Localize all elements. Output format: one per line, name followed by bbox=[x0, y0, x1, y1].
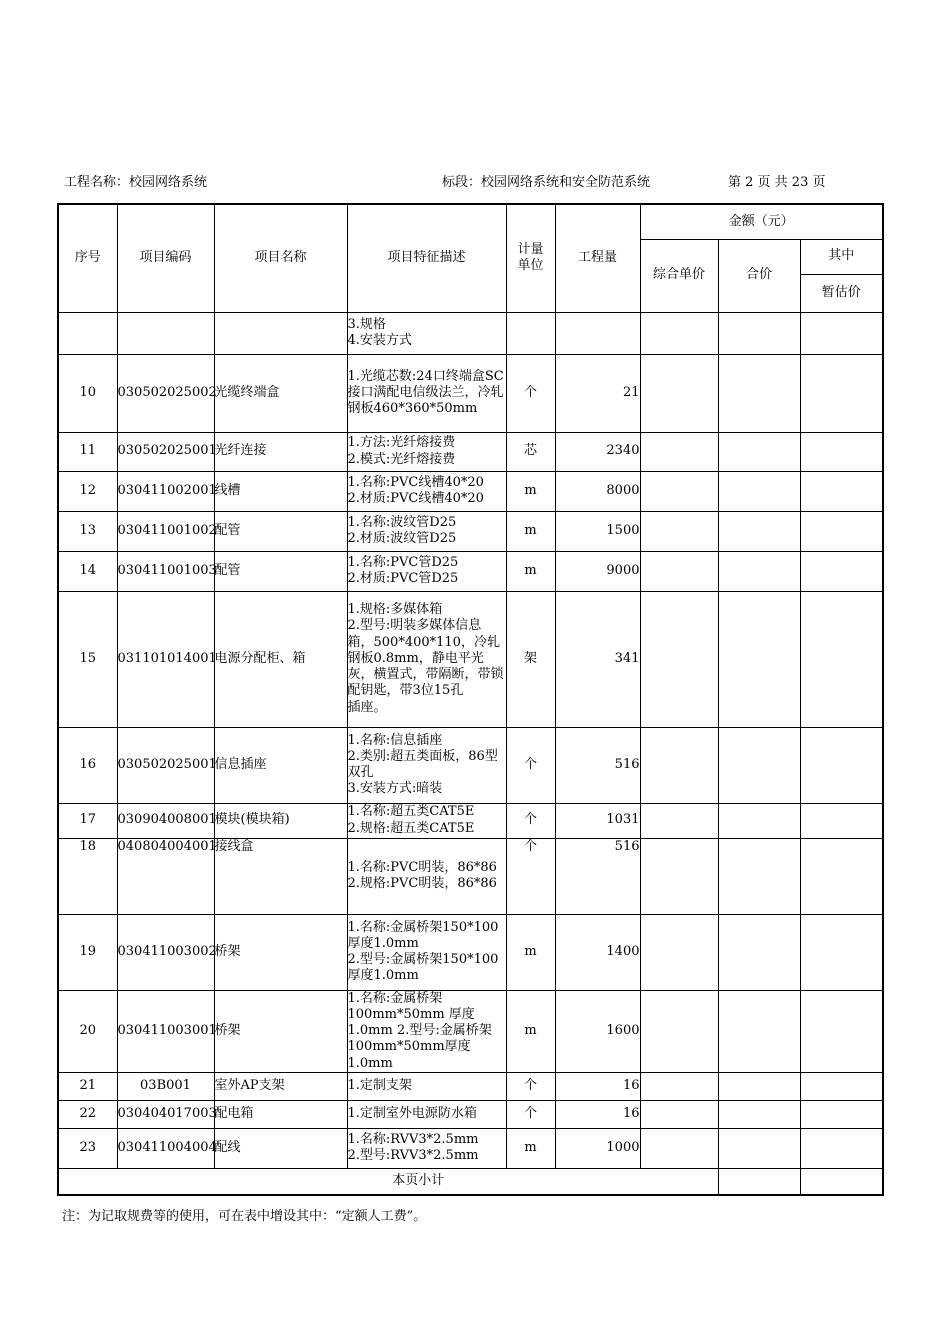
cell-qty: 16 bbox=[555, 1100, 640, 1128]
desc-line: 2.类别:超五类面板，86型双孔 bbox=[347, 748, 498, 780]
desc-line: 插座。 bbox=[347, 699, 387, 715]
desc-line: 2.材质:波纹管D25 bbox=[347, 531, 457, 546]
cell-unit-price bbox=[640, 551, 718, 591]
cell-name bbox=[214, 312, 347, 354]
cell-name: 模块(模块箱) bbox=[214, 803, 347, 838]
cell-qty: 516 bbox=[555, 838, 640, 914]
col-desc-header: 项目特征描述 bbox=[347, 204, 506, 312]
cell-provisional bbox=[800, 471, 883, 511]
cell-provisional bbox=[800, 591, 883, 727]
cell-name: 光纤连接 bbox=[214, 432, 347, 471]
col-qty-header: 工程量 bbox=[555, 204, 640, 312]
cell-unit-price bbox=[640, 914, 718, 990]
cell-provisional bbox=[800, 727, 883, 803]
cell-seq: 17 bbox=[58, 803, 117, 838]
cell-code: 030502025002 bbox=[117, 354, 214, 432]
cell-total bbox=[718, 432, 800, 471]
cell-provisional bbox=[800, 914, 883, 990]
cell-qty: 2340 bbox=[555, 432, 640, 471]
desc-line: 4.安装方式 bbox=[347, 333, 412, 348]
desc-line: 1.规格:多媒体箱 bbox=[347, 602, 443, 618]
cell-desc bbox=[347, 551, 506, 591]
col-provisional-header: 暂估价 bbox=[800, 274, 883, 312]
cell-unit: m bbox=[506, 990, 555, 1072]
cell-desc bbox=[347, 803, 506, 838]
cell-name: 线槽 bbox=[214, 471, 347, 511]
cell-total bbox=[718, 990, 800, 1072]
col-unit-price-header: 综合单价 bbox=[640, 239, 718, 312]
cell-name: 桥架 bbox=[214, 914, 347, 990]
desc-line: 2.规格:超五类CAT5E bbox=[347, 820, 475, 836]
cell-seq: 13 bbox=[58, 511, 117, 551]
cell-provisional bbox=[800, 1072, 883, 1100]
cell-qty: 1400 bbox=[555, 914, 640, 990]
cell-unit-price bbox=[640, 511, 718, 551]
cell-total bbox=[718, 471, 800, 511]
col-code-header: 项目编码 bbox=[117, 204, 214, 312]
cell-name: 配管 bbox=[214, 551, 347, 591]
cell-seq: 20 bbox=[58, 990, 117, 1072]
cell-unit-price bbox=[640, 1072, 718, 1100]
cell-unit: 个 bbox=[506, 1072, 555, 1100]
cell-desc bbox=[347, 838, 506, 914]
table-row bbox=[58, 354, 883, 432]
table-row bbox=[58, 727, 883, 803]
table-row bbox=[58, 432, 883, 471]
cell-unit: m bbox=[506, 471, 555, 511]
cell-unit-price bbox=[640, 471, 718, 511]
cell-code: 030411001003 bbox=[117, 551, 214, 591]
cell-provisional bbox=[800, 312, 883, 354]
cell-code bbox=[117, 312, 214, 354]
cell-desc bbox=[347, 1072, 506, 1100]
cell-qty: 16 bbox=[555, 1072, 640, 1100]
cell-name: 接线盒 bbox=[214, 838, 347, 914]
cell-code: 03B001 bbox=[117, 1072, 214, 1100]
desc-line: 1.名称:PVC线槽40*20 bbox=[347, 474, 484, 490]
cell-name: 信息插座 bbox=[214, 727, 347, 803]
cell-provisional bbox=[800, 354, 883, 432]
cell-unit: 个 bbox=[506, 838, 555, 914]
cell-desc bbox=[347, 312, 506, 354]
cell-name: 配线 bbox=[214, 1128, 347, 1168]
cell-total bbox=[718, 914, 800, 990]
cell-desc bbox=[347, 1128, 506, 1168]
cell-qty bbox=[555, 312, 640, 354]
cell-code: 030404017003 bbox=[117, 1100, 214, 1128]
cell-seq: 10 bbox=[58, 354, 117, 432]
desc-line: 1.名称:金属桥架150*100 厚度1.0mm bbox=[347, 919, 499, 951]
col-name-header: 项目名称 bbox=[214, 204, 347, 312]
subtotal-row bbox=[58, 1168, 883, 1195]
cell-seq: 22 bbox=[58, 1100, 117, 1128]
desc-line: 2.材质:PVC线槽40*20 bbox=[347, 491, 484, 506]
cell-total bbox=[718, 354, 800, 432]
cell-seq: 23 bbox=[58, 1128, 117, 1168]
cell-unit: 个 bbox=[506, 727, 555, 803]
cell-unit-price bbox=[640, 803, 718, 838]
cell-provisional bbox=[800, 1128, 883, 1168]
subtotal-provisional bbox=[800, 1168, 883, 1195]
col-unit-header: 计量单位 bbox=[506, 204, 555, 312]
cell-qty: 9000 bbox=[555, 551, 640, 591]
cell-provisional bbox=[800, 511, 883, 551]
cell-unit: 个 bbox=[506, 354, 555, 432]
cell-unit-price bbox=[640, 312, 718, 354]
cell-code: 040804004001 bbox=[117, 838, 214, 914]
cell-unit-price bbox=[640, 990, 718, 1072]
desc-line: 1.定制室外电源防水箱 bbox=[347, 1106, 477, 1122]
page-number: 第 2 页 共 23 页 bbox=[728, 175, 826, 190]
desc-line: 2.型号:金属桥架150*100 厚度1.0mm bbox=[347, 952, 499, 984]
cell-provisional bbox=[800, 838, 883, 914]
cell-code: 031101014001 bbox=[117, 591, 214, 727]
cell-provisional bbox=[800, 432, 883, 471]
cell-total bbox=[718, 1072, 800, 1100]
cell-unit: 个 bbox=[506, 1100, 555, 1128]
table-row bbox=[58, 591, 883, 727]
table-body bbox=[58, 312, 883, 1195]
cell-seq: 19 bbox=[58, 914, 117, 990]
desc-line: 1.名称:波纹管D25 bbox=[347, 514, 457, 530]
cell-code: 030502025001 bbox=[117, 432, 214, 471]
cell-seq: 11 bbox=[58, 432, 117, 471]
cell-total bbox=[718, 591, 800, 727]
desc-line: 2.型号:明装多媒体信息箱，500*400*110，冷轧钢板0.8mm，静电平光灰，横置式，带隔断，带锁配钥匙，带3位15孔 bbox=[347, 618, 504, 699]
cell-unit: m bbox=[506, 1128, 555, 1168]
cell-desc bbox=[347, 914, 506, 990]
desc-line: 2.规格:PVC明装，86*86 bbox=[347, 876, 497, 891]
cell-unit: 芯 bbox=[506, 432, 555, 471]
cell-unit-price bbox=[640, 838, 718, 914]
desc-line: 1.名称:PVC明装，86*86 bbox=[347, 859, 497, 875]
table-row bbox=[58, 551, 883, 591]
col-amount-header: 金额（元） bbox=[640, 204, 883, 239]
cell-seq: 14 bbox=[58, 551, 117, 591]
cell-name: 配管 bbox=[214, 511, 347, 551]
cell-seq: 12 bbox=[58, 471, 117, 511]
cell-code: 030411001002 bbox=[117, 511, 214, 551]
subtotal-total bbox=[718, 1168, 800, 1195]
table-row bbox=[58, 312, 883, 354]
cell-qty: 21 bbox=[555, 354, 640, 432]
table-row bbox=[58, 990, 883, 1072]
cell-qty: 1600 bbox=[555, 990, 640, 1072]
project-name: 工程名称：校园网络系统 bbox=[64, 175, 208, 190]
table-row bbox=[58, 838, 883, 914]
cell-unit-price bbox=[640, 354, 718, 432]
cell-desc bbox=[347, 1100, 506, 1128]
cell-code: 030904008001 bbox=[117, 803, 214, 838]
table-row bbox=[58, 803, 883, 838]
table-row bbox=[58, 511, 883, 551]
cell-total bbox=[718, 511, 800, 551]
cell-qty: 341 bbox=[555, 591, 640, 727]
desc-line: 1.定制支架 bbox=[347, 1078, 412, 1094]
cell-total bbox=[718, 551, 800, 591]
cell-unit: m bbox=[506, 551, 555, 591]
desc-line: 3.规格 bbox=[347, 316, 386, 332]
cell-total bbox=[718, 1128, 800, 1168]
col-total-header: 合价 bbox=[718, 239, 800, 312]
cell-provisional bbox=[800, 990, 883, 1072]
cell-desc bbox=[347, 591, 506, 727]
table-row bbox=[58, 1100, 883, 1128]
cell-desc bbox=[347, 990, 506, 1072]
cell-desc bbox=[347, 471, 506, 511]
desc-line: 1.名称:信息插座 bbox=[347, 732, 443, 748]
desc-line: 1.方法:光纤熔接费 bbox=[347, 435, 456, 451]
cell-name: 光缆终端盒 bbox=[214, 354, 347, 432]
cell-total bbox=[718, 312, 800, 354]
cell-qty: 1500 bbox=[555, 511, 640, 551]
cell-unit: 个 bbox=[506, 803, 555, 838]
col-of-which-header: 其中 bbox=[800, 239, 883, 274]
cell-desc bbox=[347, 511, 506, 551]
section-name: 标段：校园网络系统和安全防范系统 bbox=[442, 175, 651, 190]
cell-provisional bbox=[800, 551, 883, 591]
col-seq-header: 序号 bbox=[58, 204, 117, 312]
cell-unit: m bbox=[506, 914, 555, 990]
cell-unit bbox=[506, 312, 555, 354]
desc-line: 1.名称:超五类CAT5E bbox=[347, 804, 475, 820]
desc-line: 2.型号:RVV3*2.5mm bbox=[347, 1148, 479, 1164]
cell-total bbox=[718, 838, 800, 914]
desc-line: 1.名称:金属桥架100mm*50mm 厚度1.0mm 2.型号:金属桥架100mm*50mm厚度1.0mm bbox=[347, 990, 492, 1071]
cell-qty: 8000 bbox=[555, 471, 640, 511]
desc-line: 1.名称:RVV3*2.5mm bbox=[347, 1132, 479, 1147]
cell-name: 配电箱 bbox=[214, 1100, 347, 1128]
cell-name: 桥架 bbox=[214, 990, 347, 1072]
cell-desc bbox=[347, 727, 506, 803]
desc-line: 2.材质:PVC管D25 bbox=[347, 571, 459, 586]
cell-unit-price bbox=[640, 1128, 718, 1168]
bill-of-quantities-table bbox=[57, 203, 884, 1196]
cell-desc bbox=[347, 432, 506, 471]
footnote: 注：为记取规费等的使用，可在表中增设其中：“定额人工费”。 bbox=[62, 1209, 427, 1224]
cell-name: 电源分配柜、箱 bbox=[214, 591, 347, 727]
desc-line: 1.名称:PVC管D25 bbox=[347, 554, 459, 570]
cell-seq: 15 bbox=[58, 591, 117, 727]
table-row bbox=[58, 914, 883, 990]
table-row bbox=[58, 1072, 883, 1100]
cell-code: 030411003002 bbox=[117, 914, 214, 990]
cell-total bbox=[718, 727, 800, 803]
cell-code: 030411003001 bbox=[117, 990, 214, 1072]
cell-unit-price bbox=[640, 432, 718, 471]
cell-seq bbox=[58, 312, 117, 354]
desc-line: 3.安装方式:暗装 bbox=[347, 781, 443, 797]
cell-qty: 516 bbox=[555, 727, 640, 803]
desc-line: 2.模式:光纤熔接费 bbox=[347, 451, 456, 467]
cell-seq: 21 bbox=[58, 1072, 117, 1100]
cell-seq: 18 bbox=[58, 838, 117, 914]
cell-code: 030502025001 bbox=[117, 727, 214, 803]
cell-total bbox=[718, 1100, 800, 1128]
cell-total bbox=[718, 803, 800, 838]
cell-name: 室外AP支架 bbox=[214, 1072, 347, 1100]
desc-line: 1.光缆芯数:24口终端盒SC接口满配电信级法兰，冷轧钢板460*360*50mm bbox=[347, 368, 504, 417]
cell-unit: 架 bbox=[506, 591, 555, 727]
table-row bbox=[58, 1128, 883, 1168]
cell-code: 030411004004 bbox=[117, 1128, 214, 1168]
cell-unit: m bbox=[506, 511, 555, 551]
cell-provisional bbox=[800, 803, 883, 838]
cell-seq: 16 bbox=[58, 727, 117, 803]
cell-unit-price bbox=[640, 727, 718, 803]
cell-unit-price bbox=[640, 591, 718, 727]
cell-desc bbox=[347, 354, 506, 432]
cell-code: 030411002001 bbox=[117, 471, 214, 511]
cell-unit-price bbox=[640, 1100, 718, 1128]
cell-qty: 1031 bbox=[555, 803, 640, 838]
table-row bbox=[58, 471, 883, 511]
cell-qty: 1000 bbox=[555, 1128, 640, 1168]
subtotal-label: 本页小计 bbox=[58, 1168, 718, 1195]
cell-provisional bbox=[800, 1100, 883, 1128]
